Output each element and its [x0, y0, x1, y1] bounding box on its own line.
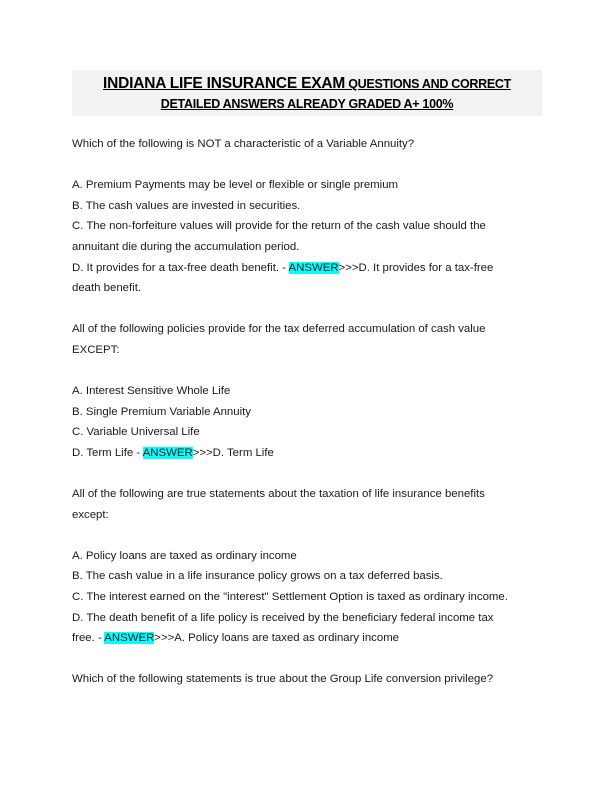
- answer-highlight: ANSWER: [288, 261, 339, 274]
- document-title: [72, 70, 542, 116]
- title-line-1: [72, 74, 542, 94]
- spacer: [72, 525, 542, 546]
- spacer: [72, 299, 542, 320]
- answer-text: >>>D. It provides for a tax-free: [338, 261, 494, 274]
- answer-highlight: ANSWER: [104, 632, 155, 645]
- title-rest: QUESTIONS AND CORRECT: [345, 77, 511, 91]
- answer-line: [72, 443, 542, 464]
- option-line: B. The cash value in a life insurance policy grows on a tax deferred basis.: [72, 570, 443, 583]
- answer-text: >>>A. Policy loans are taxed as ordinary income: [154, 632, 400, 645]
- option-line: C. The interest earned on the "interest" Settlement Option is taxed as ordinary income.: [72, 591, 508, 604]
- title-main: INDIANA LIFE INSURANCE EXAM: [103, 75, 346, 92]
- question-text: except:: [72, 508, 109, 521]
- answer-line: [72, 628, 542, 649]
- option-line: A. Interest Sensitive Whole Life: [72, 385, 231, 398]
- option-line: annuitant die during the accumulation period.: [72, 240, 300, 253]
- title-line-2: DETAILED ANSWERS ALREADY GRADED A+ 100%: [160, 97, 454, 111]
- option-line: A. Policy loans are taxed as ordinary income: [72, 549, 297, 562]
- spacer: [72, 361, 542, 382]
- option-line: D. The death benefit of a life policy is received by the beneficiary federal income tax: [72, 611, 494, 624]
- question-text: Which of the following is NOT a characteristic of a Variable Annuity?: [72, 138, 415, 150]
- option-line: C. The non-forfeiture values will provide for the return of the cash value should the: [72, 220, 486, 233]
- spacer: [72, 649, 542, 670]
- answer-line: [72, 258, 542, 279]
- answer-prefix: D. Term Life -: [72, 446, 143, 459]
- answer-text: >>>D. Term Life: [192, 446, 274, 459]
- spacer: [72, 155, 542, 176]
- answer-prefix: free. -: [72, 632, 105, 645]
- document-body: [72, 134, 542, 690]
- question-text: EXCEPT:: [72, 343, 120, 356]
- spacer: [72, 464, 542, 485]
- question-text: All of the following are true statements about the taxation of life insurance benefits: [72, 488, 485, 501]
- option-line: B. Single Premium Variable Annuity: [72, 405, 251, 418]
- option-line: A. Premium Payments may be level or flexible or single premium: [72, 179, 399, 192]
- question-text: All of the following policies provide for the tax deferred accumulation of cash value: [72, 323, 486, 336]
- option-line: B. The cash values are invested in securities.: [72, 199, 301, 212]
- answer-prefix: D. It provides for a tax-free death benefit. -: [72, 261, 289, 274]
- question-text: Which of the following statements is true about the Group Life conversion privilege?: [72, 673, 494, 686]
- answer-line-continued: death benefit.: [72, 282, 142, 295]
- answer-highlight: ANSWER: [142, 446, 193, 459]
- option-line: C. Variable Universal Life: [72, 426, 200, 439]
